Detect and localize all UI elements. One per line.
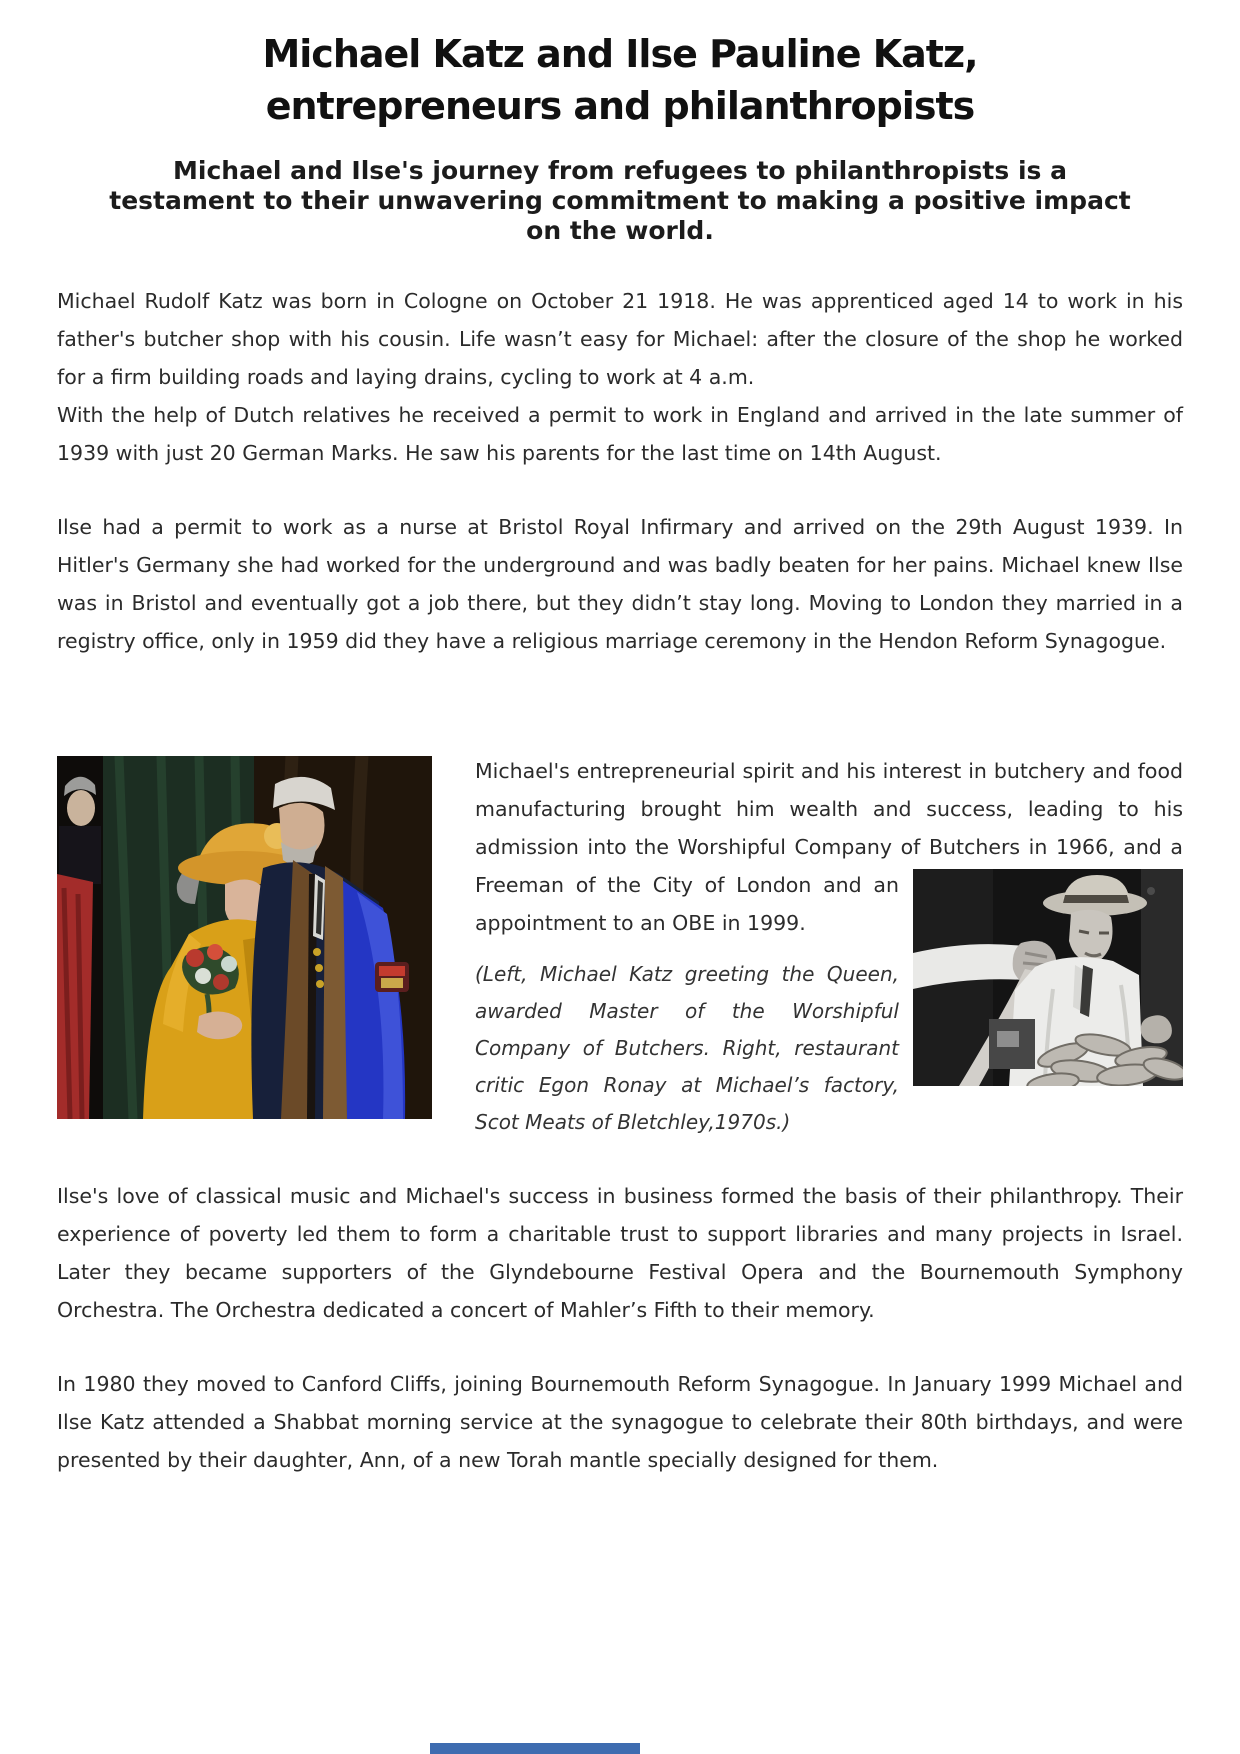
photo-caption: (Left, Michael Katz greeting the Queen, awarded Master of the Worshipful Company of Butchers. Right, restaurant critic Egon Ronay at Michael’s factory, Scot Meats of Bletchley,1970s.) xyxy=(475,962,899,1134)
page-title xyxy=(57,28,1183,132)
paragraph-philanthropy: Ilse's love of classical music and Michael's success in business formed the basis of their philanthropy. Their experience of poverty led them to form a charitable trust to support libraries and many projects in Israel. Later they became supporters of the Glyndebourne Festival Opera and the Bournemouth Symphony Orchestra. The Orchestra dedicated a concert of Mahler’s Fifth to their memory. xyxy=(57,1184,1183,1322)
business-text-part2: an appointment to an OBE in 1999. xyxy=(475,873,899,935)
business-text-part1: Michael's entrepreneurial spirit and his interest in butchery and food manufacturing brought him wealth and success, leading to his admission into the Worshipful Company of Butchers in 1966, and a Freeman of the City of London and xyxy=(475,759,1183,897)
early-life-text: Michael Rudolf Katz was born in Cologne on October 21 1918. He was apprenticed aged 14 to work in his father's butcher shop with his cousin. Life wasn’t easy for Michael: after the closure of the shop he worked for a firm building roads and laying drains, cycling to work at 4 a.m. xyxy=(57,289,1183,389)
bottom-cropped-banner xyxy=(430,1743,640,1754)
paragraph-ilse: Ilse had a permit to work as a nurse at Bristol Royal Infirmary and arrived on the 29th August 1939. In Hitler's Germany she had worked for the underground and was badly beaten for her pains. Michael knew Ilse was in Bristol and eventually got a job there, but they didn’t stay long. Moving to London they married in a registry office, only in 1959 did they have a religious marriage ceremony in the Hendon Reform Synagogue. xyxy=(57,515,1183,653)
page-title-line1: Michael Katz and Ilse Pauline Katz, xyxy=(262,32,978,76)
paragraph-early-life xyxy=(57,282,1183,472)
england-text: With the help of Dutch relatives he received a permit to work in England and arrived in the late summer of 1939 with just 20 German Marks. He saw his parents for the last time on 14th August. xyxy=(57,403,1183,465)
article-page xyxy=(57,0,1183,1479)
egon-ronay-photo xyxy=(913,869,1183,1086)
paragraph-bournemouth: In 1980 they moved to Canford Cliffs, joining Bournemouth Reform Synagogue. In January 1999 Michael and Ilse Katz attended a Shabbat morning service at the synagogue to celebrate their 80th birthdays, and were presented by their daughter, Ann, of a new Torah mantle specially designed for them. xyxy=(57,1372,1183,1472)
photo-section xyxy=(57,752,1183,1141)
page-subtitle: Michael and Ilse's journey from refugees to philanthropists is a testament to their unwavering commitment to making a positive impact on the world. xyxy=(109,156,1131,245)
page-title-line2: entrepreneurs and philanthropists xyxy=(265,84,975,128)
queen-photo xyxy=(57,756,432,1119)
